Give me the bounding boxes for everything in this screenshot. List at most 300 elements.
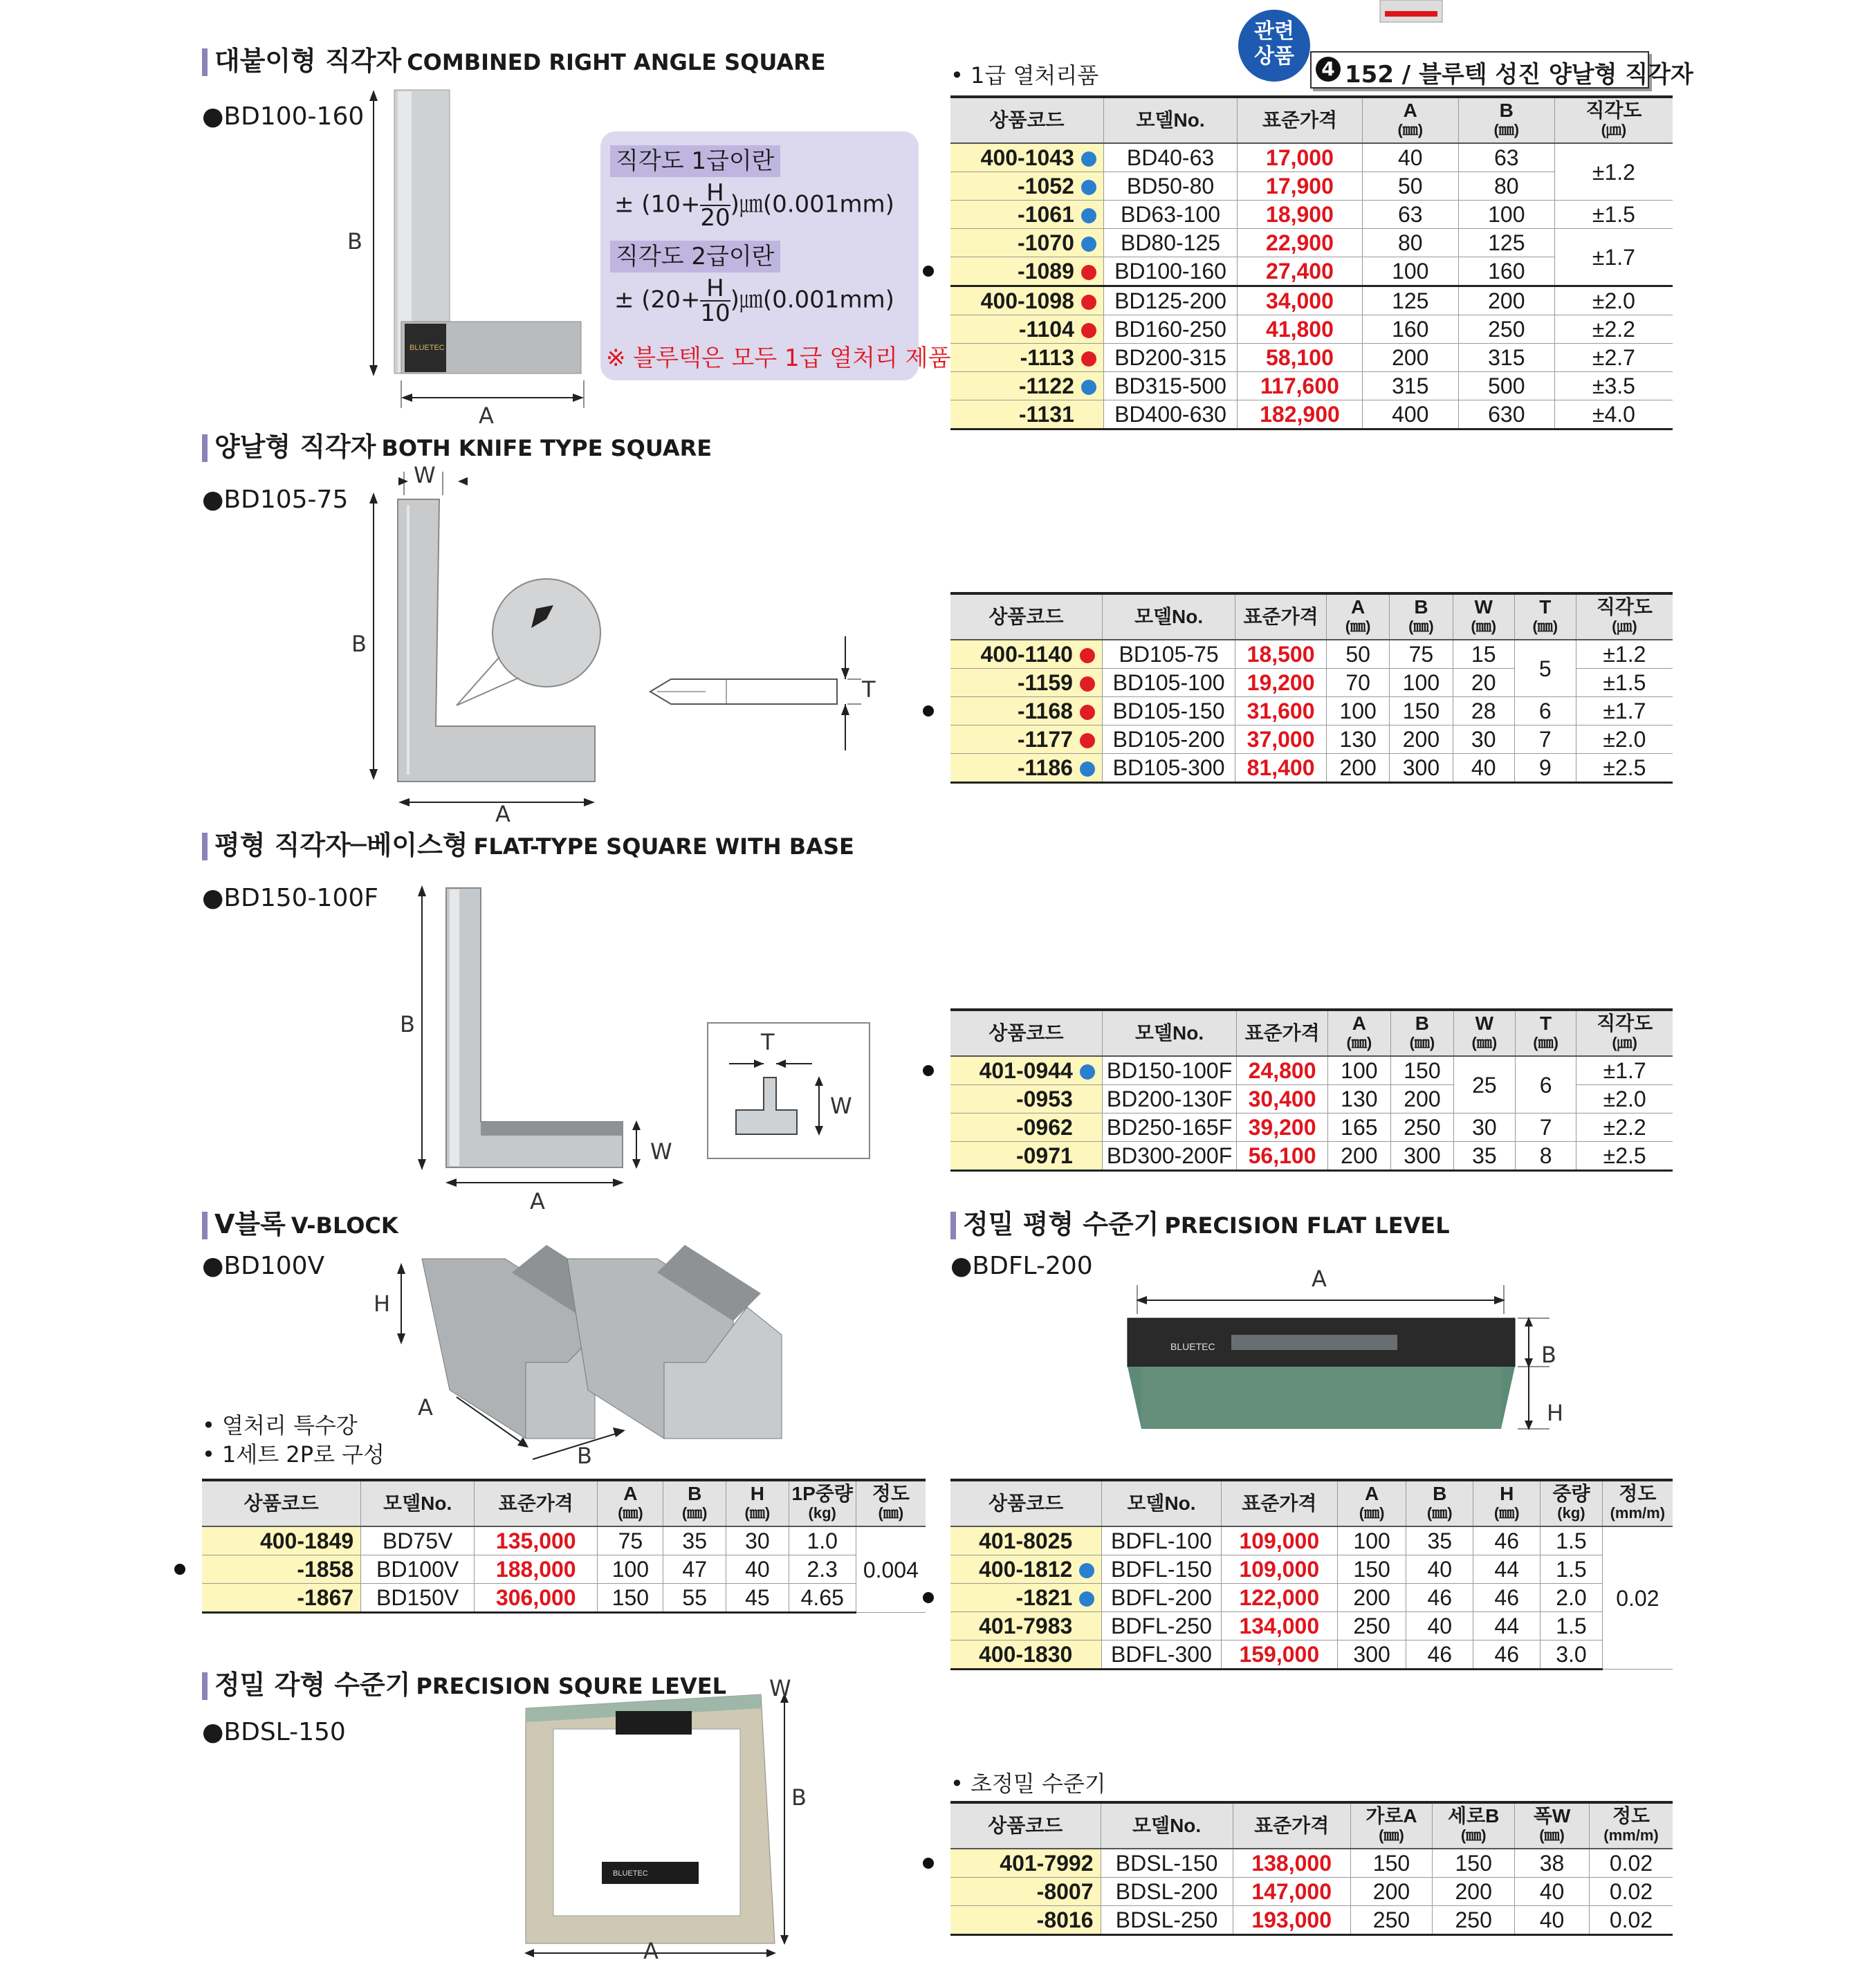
cell-model: BDFL-150 [1102, 1555, 1221, 1584]
cell-sq: ±1.5 [1554, 201, 1673, 229]
featured-bullet [923, 1858, 934, 1869]
formula-den: 20 [700, 204, 730, 232]
cell-h: 46 [1473, 1640, 1541, 1670]
cell-model: BD200-315 [1103, 344, 1237, 372]
section-title-flat-square [202, 829, 854, 863]
cell-price: 34,000 [1238, 286, 1363, 315]
header-label: B [1415, 1013, 1430, 1034]
cell-sq: ±1.2 [1554, 143, 1673, 201]
spec-table-v-block [202, 1479, 926, 1614]
cell-price: 109,000 [1221, 1555, 1337, 1584]
header-label: 직각도 [1597, 1013, 1653, 1034]
cell-price: 117,600 [1238, 372, 1363, 400]
cell-a: 100 [1362, 257, 1458, 286]
header-unit: (㎜) [1426, 1504, 1453, 1522]
table-row [950, 229, 1673, 257]
code-text: -0971 [1015, 1143, 1073, 1168]
featured-bullet [923, 1065, 934, 1076]
header-unit: (㎜) [1408, 618, 1434, 635]
title-en: FLAT-TYPE SQUARE WITH BASE [473, 833, 854, 860]
table-row [950, 754, 1673, 783]
header-label: 정도 [1619, 1483, 1657, 1504]
header-label: B [1499, 100, 1514, 121]
featured-bullet [923, 266, 934, 277]
column-header [598, 1480, 663, 1526]
column-header [1590, 1802, 1673, 1849]
model-label: ●BD100-160 [202, 102, 365, 131]
column-header [789, 1480, 856, 1526]
header-label: A [1403, 100, 1417, 121]
spec-table-combined-square [950, 95, 1673, 430]
column-header [663, 1480, 726, 1526]
dim-w-label: W [830, 1093, 852, 1119]
code-text: 401-8025 [979, 1528, 1073, 1553]
header-label: B [1433, 1483, 1447, 1504]
header-unit: (㎜) [744, 1504, 771, 1522]
cell-price: 138,000 [1233, 1849, 1350, 1878]
cell-model: BD150-100F [1102, 1056, 1236, 1085]
cell-a: 400 [1362, 400, 1458, 429]
header-label: 1P중량 [791, 1483, 853, 1504]
table-row [950, 201, 1673, 229]
column-header [1326, 593, 1389, 640]
header-label: 표준가격 [1244, 1022, 1320, 1044]
cell-a: 200 [1327, 1142, 1390, 1171]
column-header [1103, 97, 1237, 143]
header-label: 직각도 [1585, 100, 1642, 121]
header-label: 정도 [872, 1483, 910, 1504]
table-row [950, 344, 1673, 372]
header-unit: (㎜) [1471, 618, 1497, 635]
product-code [950, 1906, 1101, 1935]
cell-price: 147,000 [1233, 1878, 1350, 1906]
code-text: 400-1043 [980, 145, 1074, 170]
cell-price: 30,400 [1237, 1085, 1328, 1113]
product-code [950, 172, 1103, 201]
cell-b: 200 [1390, 725, 1453, 754]
column-header [1390, 1010, 1453, 1056]
header-unit: (㎜) [1345, 618, 1371, 635]
cell-w: 38 [1515, 1849, 1590, 1878]
heat-treat-note: ※ 블루텍은 모두 1급 열처리 제품 [606, 344, 951, 372]
title-en: PRECISION FLAT LEVEL [1164, 1212, 1450, 1239]
code-text: -1159 [1017, 670, 1073, 695]
column-header [1515, 1802, 1590, 1849]
cell-a: 70 [1326, 669, 1389, 697]
cell-price: 22,900 [1238, 229, 1363, 257]
cell-w: 40 [1453, 754, 1514, 783]
cell-price: 109,000 [1221, 1526, 1337, 1555]
blue-dot-icon [1081, 380, 1096, 395]
cell-model: BD100-160 [1103, 257, 1237, 286]
cell-h: 46 [1473, 1526, 1541, 1555]
cell-sq: ±1.5 [1576, 669, 1673, 697]
cell-price: 17,000 [1238, 143, 1363, 172]
cell-t: 7 [1514, 725, 1576, 754]
related-product-badge[interactable] [1238, 10, 1693, 93]
formula-num: H [700, 277, 730, 302]
cell-a: 50 [1362, 172, 1458, 201]
dim-h-label: H [374, 1291, 391, 1317]
cell-model: BDFL-100 [1102, 1526, 1221, 1555]
cell-sq: ±2.0 [1576, 1085, 1673, 1113]
title-en: V-BLOCK [291, 1212, 398, 1239]
header-unit: (㎜) [1379, 1827, 1404, 1844]
red-dot-icon [1081, 351, 1096, 367]
related-link-box[interactable] [1310, 51, 1693, 89]
red-dot-icon [1080, 733, 1095, 748]
brand-mark: BLUETEC [613, 1869, 648, 1878]
cell-price: 18,900 [1238, 201, 1363, 229]
cell-b: 300 [1390, 754, 1453, 783]
model-label: ●BDSL-150 [202, 1718, 346, 1746]
header-unit: (㎜) [1397, 121, 1424, 138]
product-code [950, 1056, 1102, 1085]
header-unit: (㎜) [681, 1504, 708, 1522]
cell-price: 81,400 [1235, 754, 1327, 783]
spec-table-knife-square [950, 592, 1673, 784]
cell-b: 46 [1406, 1640, 1473, 1670]
column-header [1458, 97, 1554, 143]
table-row [950, 697, 1673, 725]
header-label: 정도 [1612, 1805, 1650, 1827]
cell-model: BD40-63 [1103, 143, 1237, 172]
column-header [1453, 593, 1514, 640]
cell-a: 50 [1326, 640, 1389, 669]
column-header [1554, 97, 1673, 143]
featured-bullet [923, 705, 934, 717]
cell-b: 200 [1390, 1085, 1453, 1113]
grade1-formula [614, 181, 894, 230]
squareness-info-box [600, 131, 951, 380]
title-en: BOTH KNIFE TYPE SQUARE [381, 435, 712, 461]
header-label: 직각도 [1596, 596, 1653, 618]
product-code [950, 201, 1103, 229]
dim-a-label: A [418, 1394, 433, 1421]
column-header [1221, 1480, 1337, 1526]
cell-price: 182,900 [1238, 400, 1363, 429]
dim-b-label: B [791, 1784, 807, 1811]
product-code [950, 1113, 1102, 1142]
header-label: 상품코드 [243, 1492, 319, 1514]
cell-price: 31,600 [1235, 697, 1327, 725]
header-unit: (㎜) [1539, 1827, 1565, 1844]
spec-table-flat-level [950, 1479, 1673, 1670]
cell-t: 6 [1515, 1056, 1576, 1113]
header-label: B [1414, 596, 1428, 618]
knife-square-image [346, 470, 609, 816]
cell-price: 18,500 [1235, 640, 1327, 669]
cell-acc: 0.02 [1590, 1849, 1673, 1878]
header-unit: (mm/m) [1610, 1504, 1666, 1522]
table-row [950, 1849, 1673, 1878]
column-header [1327, 1010, 1390, 1056]
grade-note: • 1급 열처리품 [950, 62, 1099, 89]
code-text: -1867 [297, 1585, 354, 1610]
cell-b: 160 [1458, 257, 1554, 286]
product-code [950, 697, 1102, 725]
cell-sq: ±2.2 [1576, 1113, 1673, 1142]
cell-model: BD80-125 [1103, 229, 1237, 257]
v-block-image [360, 1231, 802, 1473]
cell-model: BD300-200F [1102, 1142, 1236, 1171]
blue-dot-icon [1079, 1591, 1094, 1607]
product-code [950, 1640, 1102, 1670]
cell-price: 159,000 [1221, 1640, 1337, 1670]
cell-price: 122,000 [1221, 1584, 1337, 1612]
cell-a: 200 [1362, 344, 1458, 372]
table-row [950, 1526, 1673, 1555]
cell-wt: 1.5 [1541, 1555, 1602, 1584]
code-text: -1186 [1017, 755, 1073, 780]
model-label: ●BDFL-200 [950, 1252, 1093, 1280]
cell-model: BD160-250 [1103, 315, 1237, 344]
code-text: -1168 [1017, 699, 1073, 723]
title-ko: 평형 직각자─베이스형 [214, 830, 468, 860]
cell-model: BDSL-250 [1101, 1906, 1233, 1935]
cell-h: 46 [1473, 1584, 1541, 1612]
cell-b: 63 [1458, 143, 1554, 172]
title-ko: V블록 [214, 1209, 286, 1239]
cell-wt: 3.0 [1541, 1640, 1602, 1670]
column-header [1237, 1010, 1328, 1056]
column-header [1406, 1480, 1473, 1526]
header-label: W [1475, 1013, 1494, 1034]
product-code [950, 229, 1103, 257]
header-unit: (㎜) [878, 1504, 904, 1522]
column-header [1602, 1480, 1673, 1526]
cell-t: 8 [1515, 1142, 1576, 1171]
note-heat-treated: • 열처리 특수강 [202, 1412, 358, 1439]
column-header [1576, 1010, 1673, 1056]
product-code [202, 1526, 361, 1555]
cell-price: 27,400 [1238, 257, 1363, 286]
table-row [950, 725, 1673, 754]
cell-w: 35 [1453, 1142, 1515, 1171]
cell-price: 24,800 [1237, 1056, 1328, 1085]
cell-sq: ±2.5 [1576, 1142, 1673, 1171]
product-code [950, 315, 1103, 344]
dim-a-label: A [479, 403, 494, 429]
brand-mark: BLUETEC [410, 344, 445, 352]
related-circle [1238, 10, 1310, 82]
column-header [1238, 97, 1363, 143]
dim-w-label: W [769, 1675, 791, 1701]
cell-model: BD200-130F [1102, 1085, 1236, 1113]
table-row [950, 1612, 1673, 1640]
cell-b: 250 [1433, 1906, 1515, 1935]
cell-b: 150 [1390, 697, 1453, 725]
cell-model: BD315-500 [1103, 372, 1237, 400]
table-row [950, 315, 1673, 344]
cell-price: 56,100 [1237, 1142, 1328, 1171]
cell-b: 630 [1458, 400, 1554, 429]
product-code [950, 143, 1103, 172]
header-label: 폭W [1533, 1805, 1571, 1827]
header-label: 모델No. [1134, 1022, 1204, 1044]
blue-dot-icon [1080, 761, 1095, 777]
header-unit: (㎜) [1409, 1034, 1435, 1051]
header-unit: (mm/m) [1603, 1827, 1659, 1844]
cell-price: 306,000 [475, 1584, 598, 1613]
cell-model: BD50-80 [1103, 172, 1237, 201]
table-row [950, 1113, 1673, 1142]
cell-a: 200 [1337, 1584, 1406, 1612]
spec-table-square-level [950, 1801, 1673, 1936]
cell-b: 125 [1458, 229, 1554, 257]
cell-h: 30 [726, 1526, 789, 1555]
cell-price: 135,000 [475, 1526, 598, 1555]
product-code [950, 640, 1102, 669]
cell-b: 35 [1406, 1526, 1473, 1555]
header-label: H [750, 1483, 764, 1504]
header-unit: (㎜) [1532, 618, 1558, 635]
cell-model: BD105-100 [1102, 669, 1235, 697]
header-label: A [1352, 1013, 1366, 1034]
code-text: -1821 [1015, 1585, 1073, 1610]
header-unit: (㎜) [1493, 121, 1520, 138]
column-header [1473, 1480, 1541, 1526]
cell-sq: ±2.5 [1576, 754, 1673, 783]
cell-b: 300 [1390, 1142, 1453, 1171]
cell-a: 200 [1326, 754, 1389, 783]
code-text: 401-7983 [979, 1614, 1073, 1638]
header-label: 가로A [1365, 1805, 1417, 1827]
cell-w: 28 [1453, 697, 1514, 725]
column-header [1514, 593, 1576, 640]
cell-a: 160 [1362, 315, 1458, 344]
header-label: 모델No. [1127, 1492, 1196, 1514]
header-label: A [1364, 1483, 1379, 1504]
flat-square-image [401, 878, 650, 1196]
table-row [950, 1584, 1673, 1612]
table-row [950, 400, 1673, 429]
cell-a: 75 [598, 1526, 663, 1555]
code-text: -8007 [1036, 1879, 1094, 1904]
header-label: 표준가격 [1254, 1815, 1330, 1836]
formula-pre: ± (20+ [614, 286, 701, 314]
column-header [1576, 593, 1673, 640]
cell-price: 17,900 [1238, 172, 1363, 201]
cell-a: 63 [1362, 201, 1458, 229]
red-dot-icon [1081, 265, 1096, 280]
header-label: 모델No. [383, 1492, 452, 1514]
cell-b: 40 [1406, 1555, 1473, 1584]
model-label: ●BD150-100F [202, 884, 378, 912]
red-dot-icon [1081, 323, 1096, 338]
header-unit: (㎜) [1471, 1034, 1498, 1051]
cell-a: 100 [1326, 697, 1389, 725]
column-header [1515, 1010, 1576, 1056]
cell-model: BDFL-300 [1102, 1640, 1221, 1670]
title-en: COMBINED RIGHT ANGLE SQUARE [407, 49, 826, 75]
grade1-tag: 직각도 1급이란 [610, 145, 780, 177]
product-code [950, 1142, 1102, 1171]
title-ko: 정밀 평형 수준기 [963, 1209, 1159, 1239]
cell-w: 30 [1453, 1113, 1515, 1142]
cell-h: 40 [726, 1555, 789, 1584]
column-header [475, 1480, 598, 1526]
cell-a: 80 [1362, 229, 1458, 257]
cell-model: BDSL-200 [1101, 1878, 1233, 1906]
dim-w-label: W [414, 462, 436, 488]
column-header [1390, 593, 1453, 640]
section-title-combined-square [202, 44, 826, 79]
code-text: 400-1849 [259, 1528, 354, 1553]
product-code [950, 1526, 1102, 1555]
cell-model: BDFL-250 [1102, 1612, 1221, 1640]
cell-price: 58,100 [1238, 344, 1363, 372]
header-label: A [1351, 596, 1365, 618]
column-header [950, 1480, 1102, 1526]
column-header [950, 1802, 1101, 1849]
cell-wt: 1.5 [1541, 1612, 1602, 1640]
formula-post: )㎛(0.001mm) [730, 190, 894, 219]
code-text: 400-1830 [979, 1642, 1073, 1667]
column-header [1453, 1010, 1515, 1056]
header-label: 모델No. [1132, 1815, 1202, 1836]
product-code [950, 1612, 1102, 1640]
header-label: 표준가격 [498, 1492, 573, 1514]
related-badge-line2: 상품 [1254, 44, 1294, 68]
product-code [950, 1878, 1101, 1906]
grade2-tag: 직각도 2급이란 [610, 241, 780, 272]
cell-wt: 1.5 [1541, 1526, 1602, 1555]
code-text: -0953 [1015, 1087, 1073, 1111]
title-ko: 양날형 직각자 [214, 432, 376, 462]
cell-a: 40 [1362, 143, 1458, 172]
model-label: ●BD105-75 [202, 486, 349, 514]
cell-a: 315 [1362, 372, 1458, 400]
header-label: 상품코드 [988, 606, 1064, 627]
header-unit: (㎛) [1612, 618, 1637, 635]
cell-b: 100 [1458, 201, 1554, 229]
cell-b: 315 [1458, 344, 1554, 372]
table-row [202, 1526, 926, 1555]
featured-bullet [174, 1564, 185, 1575]
related-num-circle: 4 [1316, 57, 1341, 82]
cell-t: 9 [1514, 754, 1576, 783]
cell-sq: ±1.2 [1576, 640, 1673, 669]
table-row [950, 1056, 1673, 1085]
product-code [950, 372, 1103, 400]
dot-spacer [1079, 1620, 1094, 1635]
cell-a: 100 [1337, 1526, 1406, 1555]
code-text: -1089 [1018, 259, 1074, 284]
cell-t: 6 [1514, 697, 1576, 725]
dim-t-label: T [761, 1029, 775, 1055]
cell-a: 100 [1327, 1056, 1390, 1085]
blue-dot-icon [1079, 1563, 1094, 1578]
blue-dot-icon [1081, 237, 1096, 252]
header-label: 표준가격 [1242, 1492, 1317, 1514]
code-text: -1070 [1018, 230, 1074, 255]
cell-price: 37,000 [1235, 725, 1327, 754]
cell-a: 150 [1337, 1555, 1406, 1584]
header-unit: (㎜) [1359, 1504, 1385, 1522]
dot-spacer [1080, 1093, 1095, 1108]
cell-h: 44 [1473, 1555, 1541, 1584]
dot-spacer [1079, 1535, 1094, 1550]
cell-a: 250 [1350, 1906, 1433, 1935]
cell-model: BD63-100 [1103, 201, 1237, 229]
cell-acc: 0.02 [1590, 1906, 1673, 1935]
header-unit: (㎜) [618, 1504, 643, 1522]
header-label: T [1539, 596, 1552, 618]
related-text: 152 / 블루텍 성진 양날형 직각자 [1345, 61, 1693, 89]
cell-sq: ±1.7 [1576, 1056, 1673, 1085]
table-row [202, 1584, 926, 1613]
